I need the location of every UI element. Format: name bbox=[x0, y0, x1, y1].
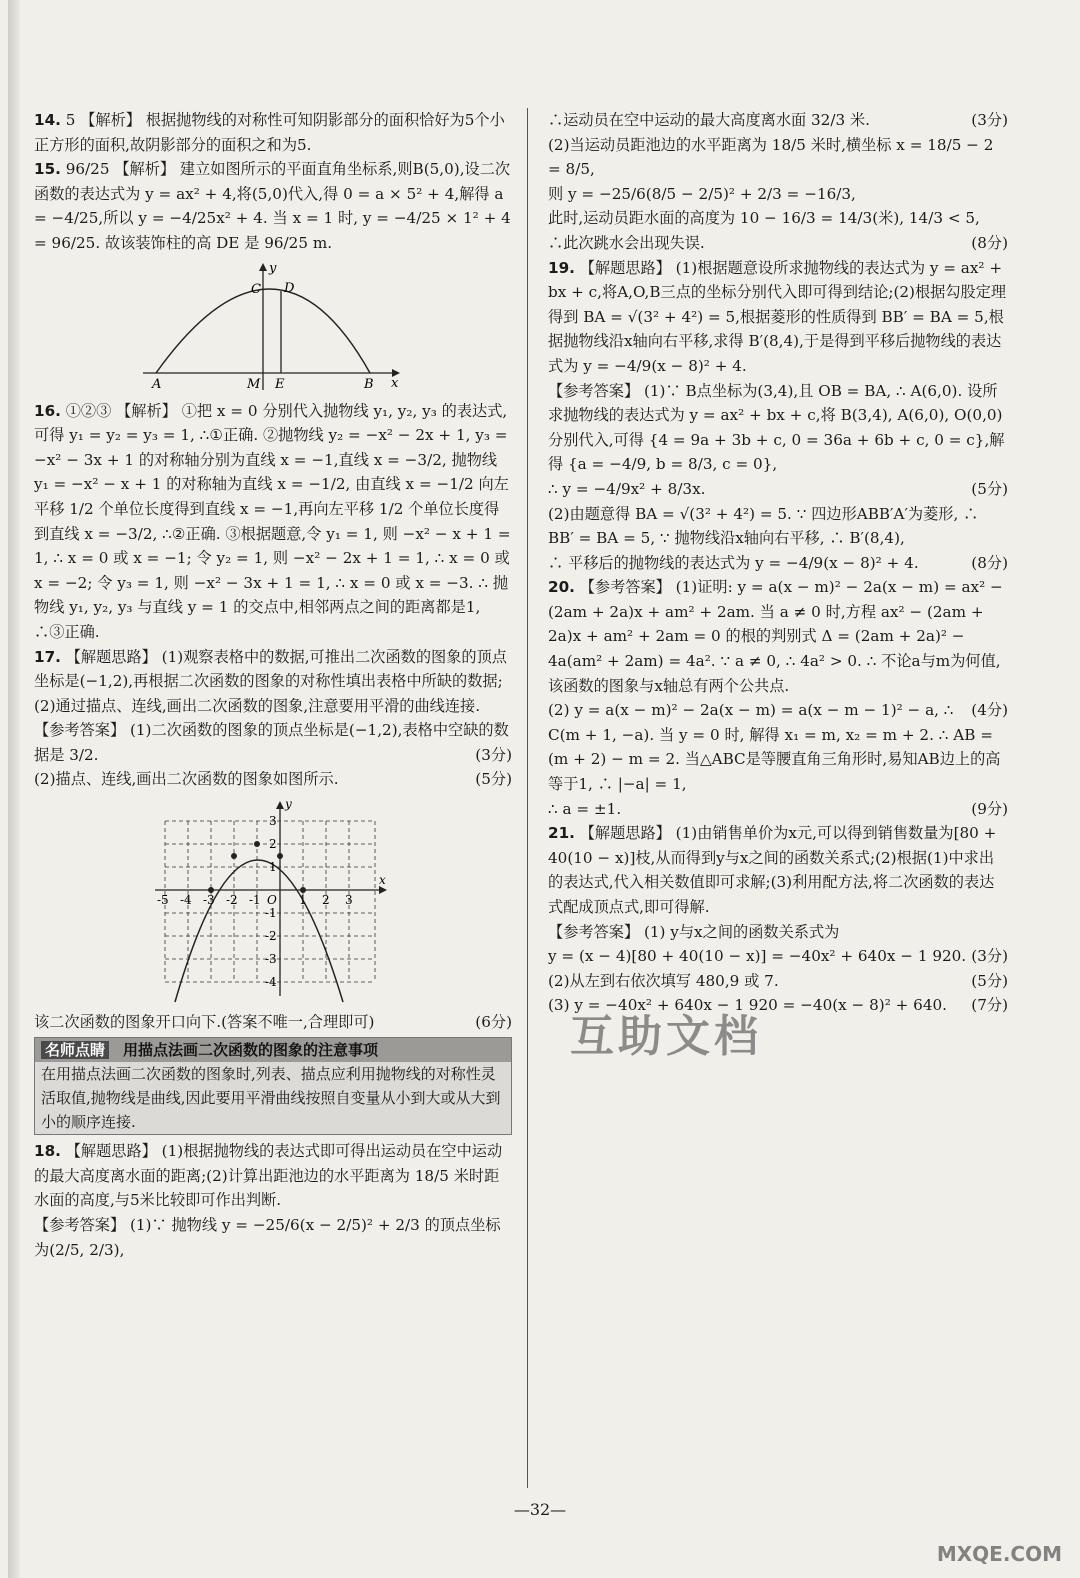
figure-parabola-column bbox=[138, 260, 408, 395]
fig1-label-e: E bbox=[275, 376, 285, 392]
fig2-xtick: -2 bbox=[226, 893, 238, 908]
fig1-label-m: M bbox=[247, 376, 261, 392]
q18-idea: 18. 【解题思路】 (1)根据抛物线的表达式即可得出运动员在空中运动的最大高度离水面的距离;(2)计算出距池边的水平距离为 18/5 米时距水面的高度,与5米比较即可作出判断. bbox=[34, 1142, 503, 1210]
binding-edge bbox=[8, 0, 20, 1578]
fig2-xtick: -1 bbox=[249, 893, 261, 908]
fig2-origin: O bbox=[267, 893, 277, 908]
left-column bbox=[34, 108, 512, 1262]
fig2-xtick: -4 bbox=[180, 893, 192, 908]
fig2-ytick: -1 bbox=[265, 906, 277, 921]
q18-cont-5: ∴此次跳水会出现失误. (8分) bbox=[548, 233, 1008, 252]
tip-badge: 名师点睛 bbox=[41, 1041, 109, 1059]
q17-idea: 17. 【解题思路】 (1)观察表格中的数据,可推出二次函数的图象的顶点坐标是(−1,2),再根据二次函数的图象的对称性填出表格中所缺的数据;(2)通过描点、连线,画出二次函数的图象,注意要用平滑的曲线连接. bbox=[34, 647, 507, 715]
column-divider bbox=[527, 108, 528, 1488]
fig2-ylabel: y bbox=[285, 797, 292, 812]
fig1-label-x: x bbox=[391, 375, 399, 391]
q21-answer-2: y = (x − 4)[80 + 40(10 − x)] = −40x² + 640x − 1 920. (3分) bbox=[548, 947, 1008, 966]
q20-answer-3: ∴ a = ±1. (9分) bbox=[548, 799, 1008, 818]
teacher-tip-box bbox=[34, 1037, 512, 1136]
q15: 15. 96/25 【解析】 建立如图所示的平面直角坐标系,则B(5,0),设二次函数的表达式为 y = ax² + 4,将(5,0)代入,得 0 = a × 5² + 4,解得 a = −4/25,所以 y = −4/25x² + 4. 当 x = 1 时, y = −4/25 × 1² + 4 = 96/25. 故该装饰柱的高 DE 是 96/25 m. bbox=[34, 160, 511, 252]
fig1-label-b: B bbox=[364, 376, 374, 392]
page-number: —32— bbox=[513, 1500, 567, 1519]
q21-idea: 21. 【解题思路】 (1)由销售单价为x元,可以得到销售数量为[80 + 40(10 − x)]枝,从而得到y与x之间的函数关系式;(2)根据(1)中求出的表达式,代入相关数值即可求解;(3)利用配方法,将二次函数的表达式配成顶点式,即可得解. bbox=[548, 824, 997, 916]
tip-title: 用描点法画二次函数的图象的注意事项 bbox=[123, 1040, 379, 1059]
q19-idea: 19. 【解题思路】 (1)根据题意设所求抛物线的表达式为 y = ax² + bx + c,将A,O,B三点的坐标分别代入即可得到结论;(2)根据勾股定理得到 BA = √(3² + 4²) = 5,根据菱形的性质得到 BB′ = BA = 5,根据抛物线沿x轴向右平移,求得 B′(8,4),于是得到平移后抛物线的表达式为 y = −4/9(x − 8)² + 4. bbox=[548, 258, 1007, 375]
q18-answer: 【参考答案】 (1)∵ 抛物线 y = −25/6(x − 2/5)² + 2/3 的顶点坐标为(2/5, 2/3), bbox=[34, 1216, 501, 1259]
fig2-ytick: 2 bbox=[269, 837, 277, 852]
fig2-ytick: -2 bbox=[265, 929, 277, 944]
fig2-ytick: -3 bbox=[265, 952, 277, 967]
fig1-label-a: A bbox=[152, 376, 162, 392]
q21-answer-4: (3) y = −40x² + 640x − 1 920 = −40(x − 8)² + 640. (7分) bbox=[548, 996, 1008, 1015]
fig1-label-c: C bbox=[251, 281, 261, 297]
fig2-xlabel: x bbox=[379, 873, 386, 888]
right-column: ∴运动员在空中运动的最大高度离水面 32/3 米. (3分) (2)当运动员距池边的水平距离为 18/5 米时,横坐标 x = 18/5 − 2 = 8/5, 则 y = −25/6(8/5 − 2/5)² + 2/3 = −16/3, 此时,运动员距水面的高度为 10 − 16/3 = 14/3(米), 14/3 < 5, ∴此次跳水会出现失误. (8分) 19. 【解题思路】 (1)根据题意设所求抛物线的表达式为 y = ax² + bx + c,将A,O,B三点的坐标分别代入即可得到结论;(2)根据勾股定理得到 BA = √(3² + 4²) = 5,根据菱形的性质得到 BB′ = BA = 5,根据抛物线沿x轴向右平移,求得 B′(8,4),于是得到平移后抛物线的表达式为 y = −4/9(x − 8)² + 4. 【参考答案】 (1)∵ B点坐标为(3,4),且 OB = BA, ∴ A(6,0). 设所求抛物线的表达式为 y = ax² + bx + c,将 B(3,4), A(6,0), O(0,0)分别代入,可得 {4 = 9a + 3b + c, 0 = 36a + 6b + c, 0 = c},解得 {a = −4/9, b = 8/3, c = 0}, ∴ y = −4/9x² + 8/3x. (5分) (2)由题意得 BA = √(3² + 4²) = 5. ∵ 四边形ABB′A′为菱形, ∴ BB′ = BA = 5, ∵ 抛物线沿x轴向右平移, ∴ B′(8,4), ∴ 平移后的抛物线的表达式为 y = −4/9(x − 8)² + 4. (8分) 20. 【参考答案】 (1)证明: y = a(x − m)² − 2a(x − m) = ax² − (2am + 2a)x + am² + 2am. 当 a ≠ 0 时,方程 ax² − (2am + 2a)x + am² + 2am = 0 的根的判别式 Δ = (2am + 2a)² − 4a(am² + 2am) = 4a². ∵ a ≠ 0, ∴ 4a² > 0. ∴ 不论a与m为何值,该函数的图象与x轴总有两个公共点. (4分) (2) y = a(x − m)² − 2a(x − m) = a(x − m − 1)² − a, ∴ C(m + 1, −a). 当 y = 0 时, 解得 x₁ = m, x₂ = m + 2. ∴ AB = (m + 2) − m = 2. 当△ABC是等腰直角三角形时,易知AB边上的高等于1, ∴ |−a| = 1, ∴ a = ±1. (9分) 21. 【解题思路】 (1)由销售单价为x元,可以得到销售数量为[80 + 40(10 − x)]枝,从而得到y与x之间的函数关系式;(2)根据(1)中求出的表达式,代入相关数值即可求解;(3)利用配方法,将二次函数的表达式配成顶点式,即可得解. 【参考答案】 (1) y与x之间的函数关系式为 y = (x − 4)[80 + 40(10 − x)] = −40x² + 640x − 1 920. (3分) (2)从左到右依次填写 480,9 或 7. (5分) (3) y = −40x² + 640x − 1 920 = −40(x − 8)² + 640. (7分) bbox=[548, 108, 1008, 1018]
q21-answer-1: 【参考答案】 (1) y与x之间的函数关系式为 bbox=[548, 922, 840, 941]
q19-answer-3: (2)由题意得 BA = √(3² + 4²) = 5. ∵ 四边形ABB′A′为菱形, ∴ BB′ = BA = 5, ∵ 抛物线沿x轴向右平移, ∴ B′(8,4), bbox=[548, 504, 979, 548]
fig2-xtick: 2 bbox=[322, 893, 330, 908]
fig2-xtick: 3 bbox=[345, 893, 353, 908]
watermark-site: MXQE.COM bbox=[936, 1542, 1062, 1566]
q14: 14. 5 【解析】 根据抛物线的对称性可知阴影部分的面积恰好为5个小正方形的面积,故阴影部分的面积之和为5. bbox=[34, 111, 505, 154]
fig2-xtick: 1 bbox=[299, 893, 307, 908]
fig2-xtick: -3 bbox=[203, 893, 215, 908]
figure-grid-parabola bbox=[153, 796, 393, 1006]
fig2-ytick: 1 bbox=[269, 860, 277, 875]
q20-answer-2: (2) y = a(x − m)² − 2a(x − m) = a(x − m − 1)² − a, ∴ C(m + 1, −a). 当 y = 0 时, 解得 x₁ = m, x₂ = m + 2. ∴ AB = (m + 2) − m = 2. 当△ABC是等腰直角三角形时,易知AB边上的高等于1, ∴ |−a| = 1, bbox=[548, 701, 1001, 794]
q18-cont-3: 则 y = −25/6(8/5 − 2/5)² + 2/3 = −16/3, bbox=[548, 184, 856, 203]
q17-answer-1: 【参考答案】 (1)二次函数的图象的顶点坐标是(−1,2),表格中空缺的数据是 3/2. (3分) bbox=[34, 721, 512, 764]
watermark-logo: 互助文档 bbox=[570, 1011, 762, 1062]
q17-answer-2: (2)描点、连线,画出二次函数的图象如图所示. (5分) bbox=[34, 770, 512, 789]
q16: 16. ①②③ 【解析】 ①把 x = 0 分别代入抛物线 y₁, y₂, y₃ 的表达式,可得 y₁ = y₂ = y₃ = 1, ∴①正确. ②抛物线 y₂ = −x² − 2x + 1, y₃ = −x² − 3x + 1 的对称轴分别为直线 x = −1,直线 x = −3/2, 抛物线 y₁ = −x² − x + 1 的对称轴为直线 x = −1/2, 由直线 x = −1/2 向左平移 1/2 个单位长度得到直线 x = −1,再向左平移 1/2 个单位长度得到直线 x = −3/2, ∴②正确. ③根据题意,令 y₁ = 1, 则 −x² − x + 1 = 1, ∴ x = 0 或 x = −1; 令 y₂ = 1, 则 −x² − 2x + 1 = 1, ∴ x = 0 或 x = −2; 令 y₃ = 1, 则 −x² − 3x + 1 = 1, ∴ x = 0 或 x = −3. ∴ 抛物线 y₁, y₂, y₃ 与直线 y = 1 的交点中,相邻两点之间的距离都是1, ∴③正确. bbox=[34, 401, 511, 641]
fig2-xtick: -5 bbox=[157, 893, 169, 908]
fig1-label-d: D bbox=[284, 280, 295, 296]
fig1-label-y: y bbox=[269, 260, 277, 276]
q18-cont-2: (2)当运动员距池边的水平距离为 18/5 米时,横坐标 x = 18/5 − 2 = 8/5, bbox=[548, 135, 994, 179]
q19-answer-4: ∴ 平移后的抛物线的表达式为 y = −4/9(x − 8)² + 4. (8分) bbox=[548, 553, 1008, 572]
q20-answer-1: 20. 【参考答案】 (1)证明: y = a(x − m)² − 2a(x − m) = ax² − (2am + 2a)x + am² + 2am. 当 a ≠ 0 时,方程 ax² − (2am + 2a)x + am² + 2am = 0 的根的判别式 Δ = (2am + 2a)² − 4a(am² + 2am) = 4a². ∵ a ≠ 0, ∴ 4a² > 0. ∴ 不论a与m为何值,该函数的图象与x轴总有两个公共点. bbox=[548, 578, 1003, 695]
tip-header bbox=[35, 1038, 511, 1063]
fig2-ytick: -4 bbox=[265, 975, 277, 990]
q18-cont-4: 此时,运动员距水面的高度为 10 − 16/3 = 14/3(米), 14/3 < 5, bbox=[548, 209, 980, 228]
q17-answer-3: 该二次函数的图象开口向下.(答案不唯一,合理即可) (6分) bbox=[34, 1013, 512, 1032]
q21-answer-3: (2)从左到右依次填写 480,9 或 7. (5分) bbox=[548, 971, 1008, 990]
tip-body: 在用描点法画二次函数的图象时,列表、描点应利用抛物线的对称性灵活取值,抛物线是曲线,因此要用平滑曲线按照自变量从小到大或从大到小的顺序连接. bbox=[41, 1065, 501, 1132]
q19-answer-1: 【参考答案】 (1)∵ B点坐标为(3,4),且 OB = BA, ∴ A(6,0). 设所求抛物线的表达式为 y = ax² + bx + c,将 B(3,4), A(6,0), O(0,0)分别代入,可得 {4 = 9a + 3b + c, 0 = 36a + 6b + c, 0 = c},解得 {a = −4/9, b = 8/3, c = 0}, bbox=[548, 381, 1005, 474]
q19-answer-2: ∴ y = −4/9x² + 8/3x. (5分) bbox=[548, 479, 1008, 498]
q18-cont-1: ∴运动员在空中运动的最大高度离水面 32/3 米. (3分) bbox=[548, 111, 1008, 129]
fig2-ytick: 3 bbox=[269, 814, 277, 829]
